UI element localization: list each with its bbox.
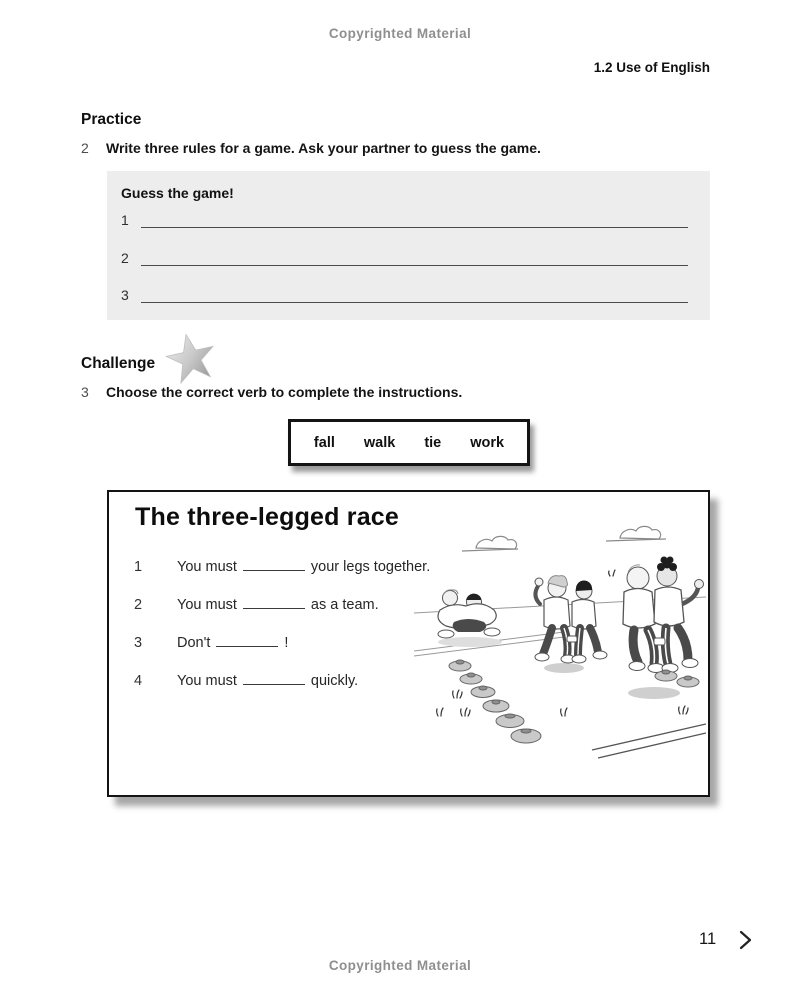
race-sentence-1 <box>134 558 430 575</box>
next-page-chevron-icon[interactable] <box>736 929 755 951</box>
sentence-text: as a team. <box>310 597 379 613</box>
sentence-text: You must <box>177 673 237 689</box>
sentence-text: You must <box>177 597 237 613</box>
section-label: 1.2 Use of English <box>593 60 710 75</box>
answer-write-line-1[interactable] <box>141 211 688 228</box>
word-bank-word: work <box>470 434 505 451</box>
page-number: 11 <box>699 930 717 948</box>
answer-row-2 <box>121 249 688 266</box>
copyright-header: Copyrighted Material <box>328 26 472 41</box>
word-bank-word: fall <box>313 434 335 451</box>
fill-in-blank-2[interactable] <box>243 596 305 609</box>
answer-row-number: 1 <box>121 212 129 228</box>
sentence-text: quickly. <box>310 673 359 689</box>
middle-runners <box>535 576 607 673</box>
question-3 <box>81 384 462 400</box>
answer-row-1 <box>121 211 688 228</box>
word-bank-box <box>288 419 530 466</box>
answer-row-3 <box>121 286 688 303</box>
three-legged-race-illustration <box>414 518 706 763</box>
copyright-footer: Copyrighted Material <box>328 958 472 973</box>
question-number: 2 <box>81 140 89 156</box>
word-bank-word: walk <box>363 434 396 451</box>
fill-in-blank-3[interactable] <box>216 634 278 647</box>
answer-write-line-3[interactable] <box>141 286 688 303</box>
cloud-icon <box>462 526 666 551</box>
fill-in-blank-1[interactable] <box>243 558 305 571</box>
race-sentence-4 <box>134 672 358 689</box>
sentence-text: ! <box>284 635 289 651</box>
answer-row-number: 2 <box>121 250 129 266</box>
challenge-heading: Challenge <box>81 355 156 372</box>
race-sentence-2 <box>134 596 379 613</box>
answer-write-line-2[interactable] <box>141 249 688 266</box>
race-card-title: The three-legged race <box>135 503 400 531</box>
question-text: Write three rules for a game. Ask your partner to guess the game. <box>106 140 541 156</box>
practice-heading: Practice <box>81 111 142 128</box>
sentence-text: your legs together. <box>310 559 431 575</box>
guess-box-title: Guess the game! <box>121 185 234 201</box>
sentence-number: 4 <box>134 673 143 689</box>
sentence-text: You must <box>177 559 237 575</box>
sentence-number: 1 <box>134 559 143 575</box>
fallen-runners <box>438 590 502 647</box>
question-text: Choose the correct verb to complete the instructions. <box>106 384 463 400</box>
race-card <box>107 490 710 797</box>
question-2 <box>81 140 541 156</box>
race-sentence-3 <box>134 634 288 651</box>
sentence-number: 2 <box>134 597 143 613</box>
question-number: 3 <box>81 384 89 400</box>
guess-the-game-box <box>107 171 710 320</box>
sentence-number: 3 <box>134 635 143 651</box>
answer-row-number: 3 <box>121 287 129 303</box>
sentence-text: Don't <box>177 635 211 651</box>
track-lines <box>592 724 706 758</box>
fill-in-blank-4[interactable] <box>243 672 305 685</box>
stepping-stones <box>449 660 699 743</box>
challenge-star-icon <box>162 332 220 384</box>
word-bank-word: tie <box>424 434 442 451</box>
